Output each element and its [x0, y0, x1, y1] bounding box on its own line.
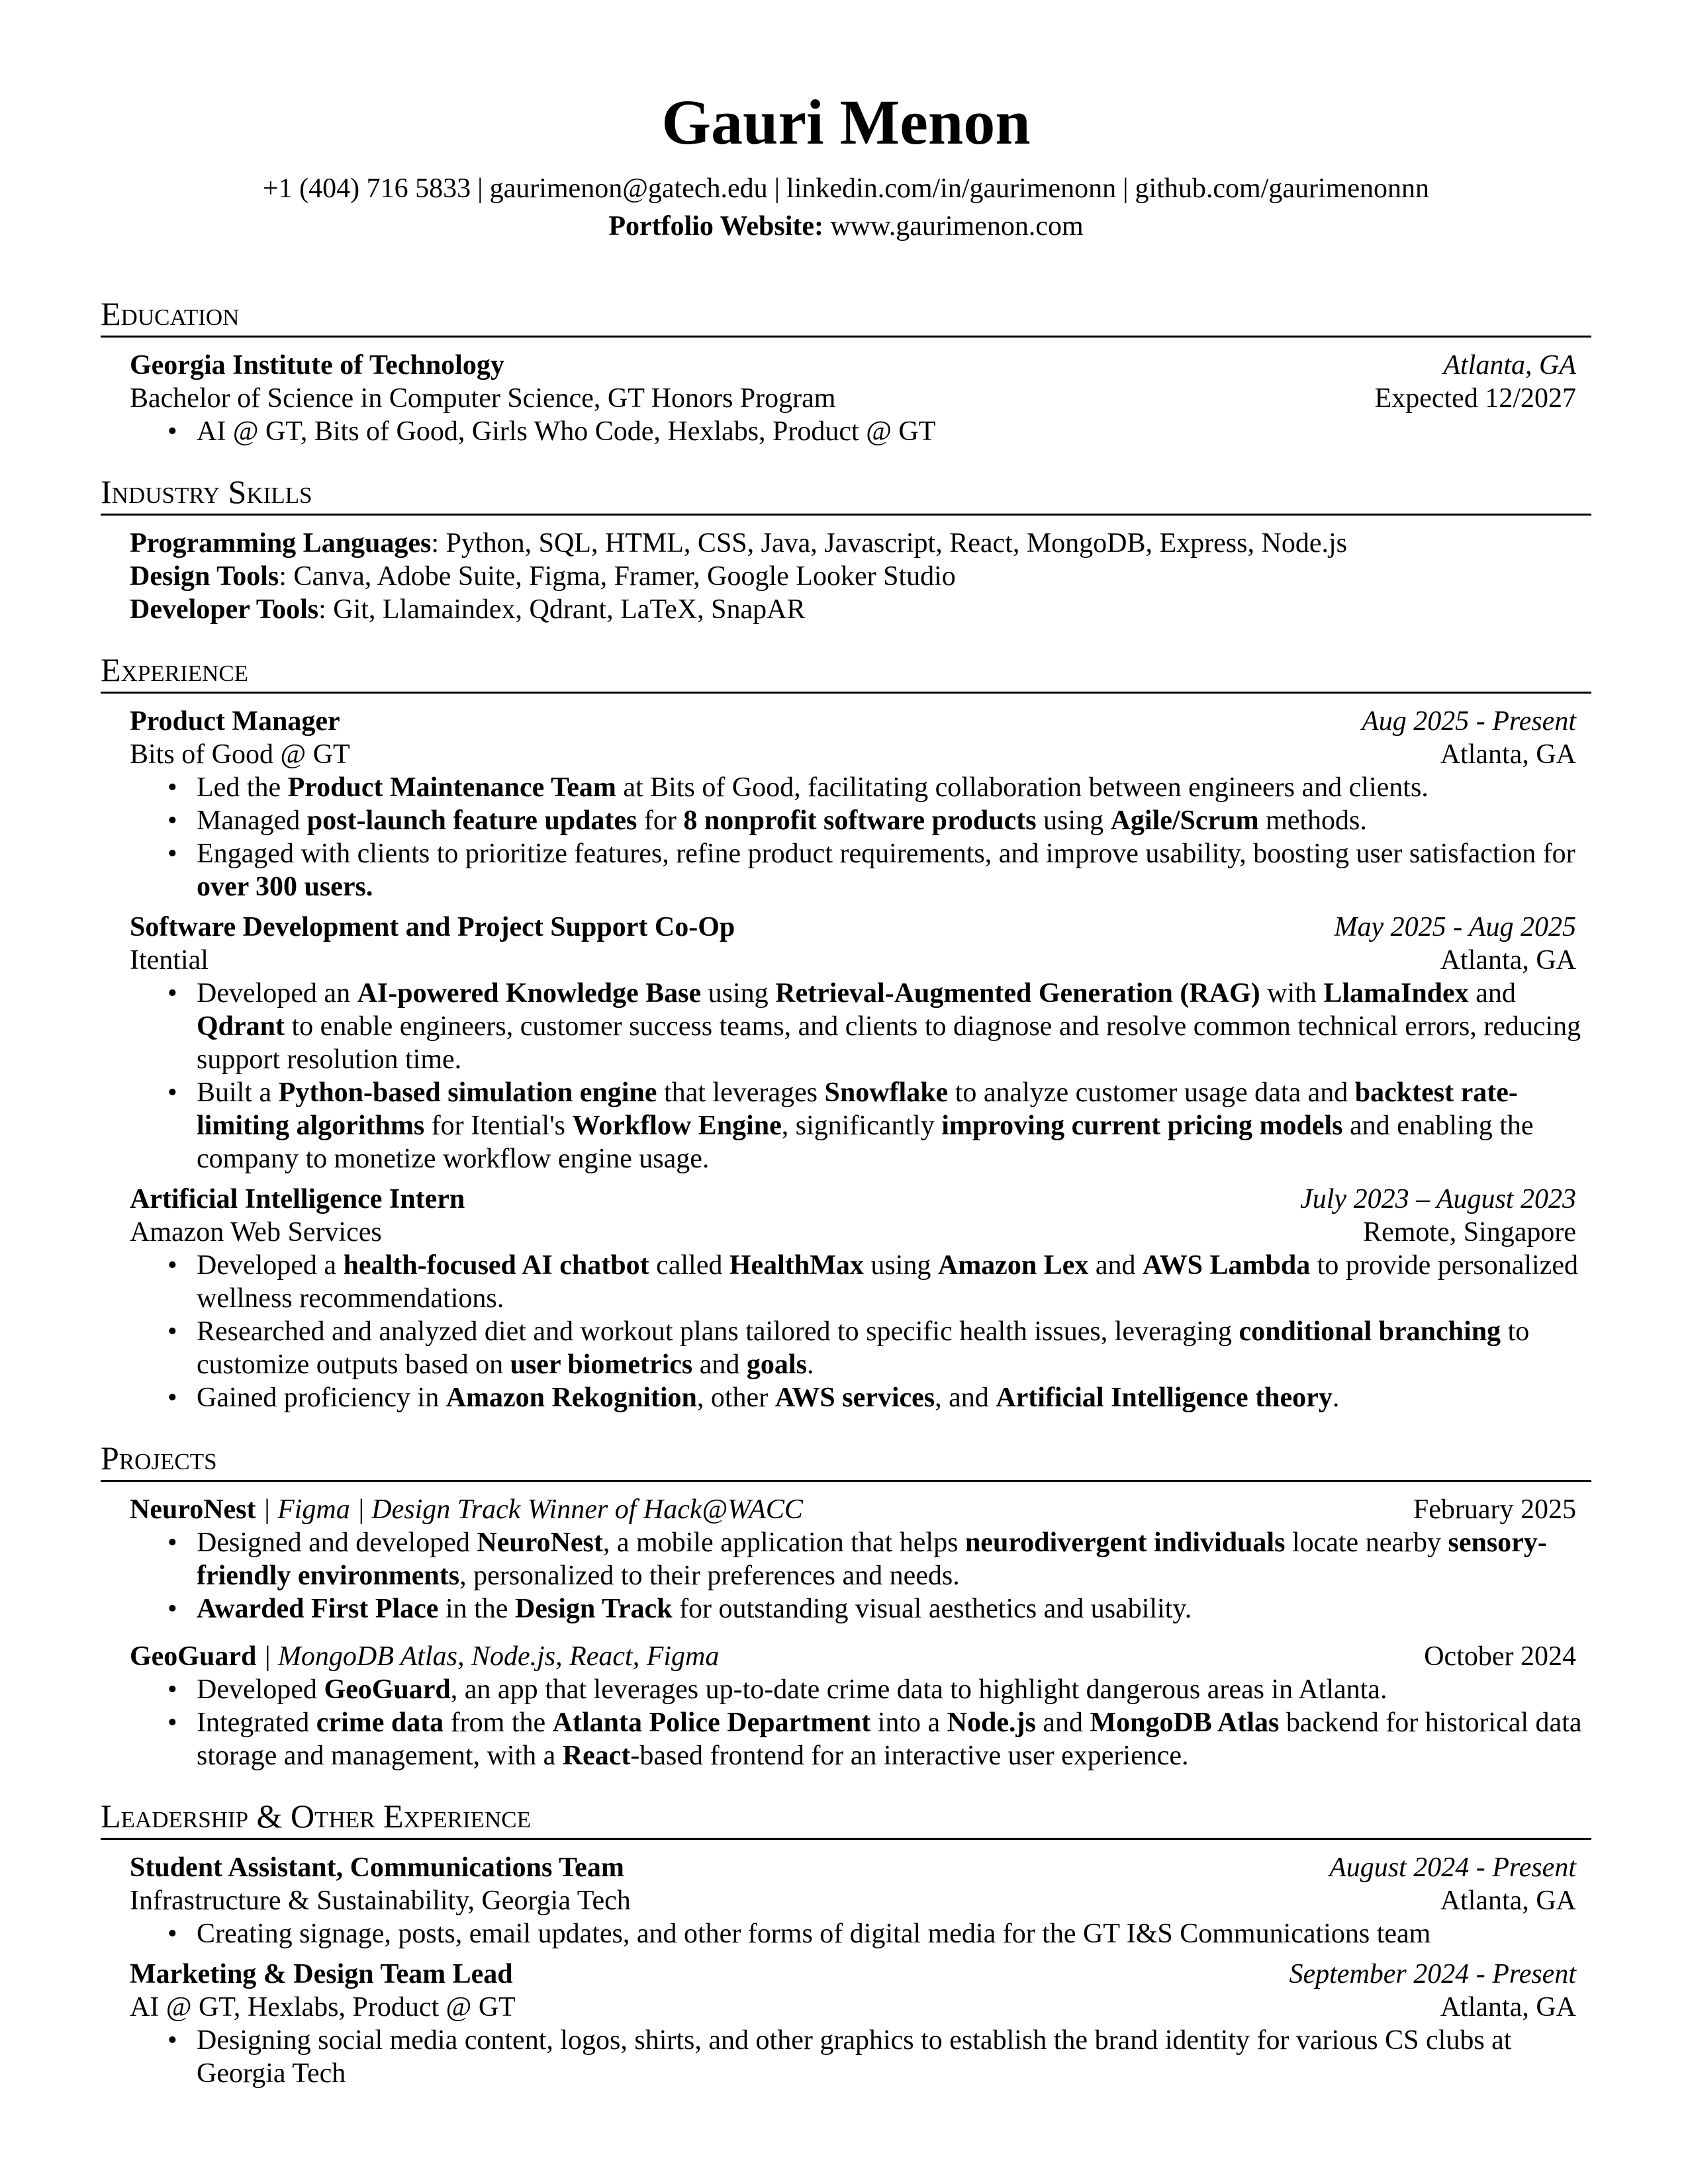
bullet-text: methods. — [1258, 805, 1367, 836]
role-dates: Aug 2025 - Present — [1362, 706, 1576, 737]
bullet-highlight: NeuroNest — [477, 1527, 603, 1558]
entry-subheader-row — [130, 1216, 1576, 1249]
role-dates: August 2024 - Present — [1329, 1852, 1576, 1883]
project-entry — [130, 1493, 1576, 1625]
bullet-text: . — [806, 1349, 814, 1380]
bullet-text: Led the — [197, 772, 288, 803]
role-dates: September 2024 - Present — [1289, 1959, 1576, 1989]
bullet-text: that leverages — [657, 1077, 825, 1108]
resume-page — [101, 0, 1591, 2090]
skills-value: : Git, Llamaindex, Qdrant, LaTeX, SnapAR — [318, 594, 806, 625]
entry-header-row — [130, 1958, 1576, 1991]
bullet-item — [197, 804, 1591, 837]
entry-header-row — [130, 1851, 1576, 1884]
bullet-text: for outstanding visual aesthetics and usability. — [672, 1594, 1192, 1624]
bullet-text: Integrated — [197, 1707, 316, 1738]
bullet-highlight: Amazon Rekognition — [445, 1383, 697, 1413]
role-title: Student Assistant, Communications Team — [130, 1852, 624, 1883]
bullet-text: and — [1468, 978, 1516, 1009]
bullet-item — [197, 1526, 1591, 1592]
role-title: Software Development and Project Support Co-Op — [130, 912, 735, 942]
bullet-text: and — [1088, 1250, 1143, 1281]
project-header-row — [130, 1640, 1576, 1673]
location: Remote, Singapore — [1363, 1217, 1576, 1248]
bullet-list — [130, 415, 1576, 448]
separator: | — [477, 173, 483, 204]
bullet-item — [197, 977, 1591, 1076]
project-date: October 2024 — [1424, 1641, 1576, 1672]
bullet-text: -based frontend for an interactive user experience. — [630, 1741, 1189, 1771]
bullet-highlight: backtest rate-limiting algorithms — [197, 1077, 1518, 1141]
section-heading: Experience — [101, 653, 1591, 694]
bullet-text: . — [1332, 1383, 1340, 1413]
bullet-text: at Bits of Good, facilitating collaboration between engineers and clients. — [616, 772, 1429, 803]
bullet-highlight: Agile/Scrum — [1110, 805, 1259, 836]
entry-subheader-row — [130, 738, 1576, 771]
bullet-highlight: AI-powered Knowledge Base — [357, 978, 702, 1009]
projects-section — [101, 1441, 1591, 1772]
linkedin-link[interactable]: linkedin.com/in/gaurimenonn — [786, 173, 1117, 204]
skills-value: : Python, SQL, HTML, CSS, Java, Javascript, React, MongoDB, Express, Node.js — [431, 528, 1347, 559]
bullet-highlight: Amazon Lex — [937, 1250, 1089, 1281]
bullet-item — [197, 1917, 1591, 1950]
bullet-highlight: Retrieval-Augmented Generation (RAG) — [775, 978, 1260, 1009]
project-entry — [130, 1640, 1582, 1772]
organization: Bits of Good @ GT — [130, 739, 350, 770]
skills-label: Programming Languages — [130, 528, 432, 559]
bullet-list — [130, 1526, 1576, 1625]
role-dates: July 2023 – August 2023 — [1300, 1184, 1576, 1214]
bullet-text: , an app that leverages up-to-date crime data to highlight dangerous areas in Atlanta. — [450, 1674, 1387, 1705]
bullet-text: for — [637, 805, 684, 836]
location: Atlanta, GA — [1440, 1886, 1576, 1916]
bullet-highlight: Artificial Intelligence theory — [996, 1383, 1333, 1413]
bullet-highlight: sensory-friendly environments — [197, 1527, 1547, 1591]
bullet-highlight: Qdrant — [197, 1011, 285, 1042]
experience-entry — [130, 1183, 1576, 1414]
bullet-item — [197, 1381, 1591, 1414]
bullet-list — [130, 1249, 1576, 1414]
skills-label: Design Tools — [130, 561, 279, 592]
education-entry — [130, 349, 1576, 448]
project-date: February 2025 — [1413, 1494, 1576, 1525]
bullet-text: to analyze customer usage data and — [948, 1077, 1355, 1108]
bullet-text: , significantly — [781, 1111, 942, 1141]
phone: +1 (404) 716 5833 — [263, 173, 471, 204]
bullet-highlight: goals — [746, 1349, 807, 1380]
bullet-highlight: LlamaIndex — [1323, 978, 1469, 1009]
section-heading: Leadership & Other Experience — [101, 1799, 1591, 1840]
bullet-text: Researched and analyzed diet and workout plans tailored to specific health issues, leveraging — [197, 1316, 1239, 1347]
candidate-name: Gauri Menon — [661, 87, 1031, 158]
entry-subheader-row — [130, 1991, 1576, 2024]
bullet-text: and enabling the company to monetize workflow engine usage. — [197, 1111, 1534, 1174]
experience-entry — [130, 1851, 1576, 1950]
bullet-text: Developed a — [197, 1250, 344, 1281]
bullet-text: called — [649, 1250, 729, 1281]
bullet-highlight: conditional branching — [1239, 1316, 1501, 1347]
entry-header-row — [130, 705, 1576, 738]
skills-row — [130, 560, 1576, 593]
bullet-text: in the — [438, 1594, 515, 1624]
project-name: NeuroNest — [130, 1494, 256, 1525]
bullet-text: backend for historical data storage and management, with a — [197, 1707, 1582, 1771]
bullet-highlight: AWS Lambda — [1143, 1250, 1311, 1281]
bullet-text: locate nearby — [1285, 1527, 1448, 1558]
role-title: Artificial Intelligence Intern — [130, 1184, 465, 1214]
experience-entry — [130, 1958, 1576, 2090]
bullet-text: from the — [444, 1707, 553, 1738]
project-tags: | MongoDB Atlas, Node.js, React, Figma — [256, 1641, 720, 1672]
project-header-row — [130, 1493, 1576, 1526]
bullet-text: Developed — [197, 1674, 324, 1705]
bullet-list — [130, 2024, 1576, 2090]
bullet-highlight: HealthMax — [729, 1250, 864, 1281]
skills-value: : Canva, Adobe Suite, Figma, Framer, Google Looker Studio — [279, 561, 956, 592]
bullet-text: and — [1035, 1707, 1090, 1738]
bullet-highlight: crime data — [316, 1707, 444, 1738]
section-heading: Industry Skills — [101, 475, 1591, 516]
bullet-text: Engaged with clients to prioritize features, refine product requirements, and improve usability, boosting user satisfaction for — [197, 839, 1575, 869]
entry-header-row — [130, 1183, 1576, 1216]
bullet-highlight: post-launch feature updates — [306, 805, 637, 836]
bullet-item — [197, 1592, 1591, 1625]
location: Atlanta, GA — [1440, 945, 1576, 976]
bullet-item — [197, 415, 1591, 448]
project-tags: | Figma | Design Track Winner of Hack@WACC — [256, 1494, 803, 1525]
bullet-text: to provide personalized wellness recommendations. — [197, 1250, 1578, 1314]
contact-line — [101, 170, 1591, 208]
bullet-text: , other — [696, 1383, 775, 1413]
experience-entry — [130, 911, 1581, 1175]
bullet-text: for Itential's — [424, 1111, 573, 1141]
bullet-text: using — [863, 1250, 938, 1281]
bullet-item — [197, 1673, 1591, 1706]
separator: | — [1123, 173, 1129, 204]
bullet-highlight: improving current pricing models — [941, 1111, 1343, 1141]
bullet-highlight: Atlanta Police Department — [552, 1707, 871, 1738]
role-dates: May 2025 - Aug 2025 — [1334, 912, 1576, 942]
bullet-highlight: Snowflake — [824, 1077, 949, 1108]
portfolio-line — [101, 208, 1591, 246]
portfolio-label: Portfolio Website: — [608, 211, 823, 242]
entry-subheader-row — [130, 944, 1576, 977]
bullet-highlight: GeoGuard — [324, 1674, 451, 1705]
section-heading: Projects — [101, 1441, 1591, 1482]
bullet-highlight: Node.js — [947, 1707, 1036, 1738]
bullet-item — [197, 771, 1591, 804]
entry-subheader-row — [130, 1884, 1576, 1917]
organization: AI @ GT, Hexlabs, Product @ GT — [130, 1992, 516, 2023]
bullet-highlight: Product Maintenance Team — [287, 772, 616, 803]
bullet-text: Gained proficiency in — [197, 1383, 446, 1413]
bullet-item — [197, 1076, 1591, 1175]
bullet-list — [130, 1673, 1582, 1772]
degree: Bachelor of Science in Computer Science, GT Honors Program — [130, 383, 836, 414]
bullet-text: Creating signage, posts, email updates, and other forms of digital media for the GT I&S Communications team — [197, 1919, 1431, 1949]
bullet-text: AI @ GT, Bits of Good, Girls Who Code, Hexlabs, Product @ GT — [197, 416, 936, 447]
bullet-highlight: Python-based simulation engine — [278, 1077, 657, 1108]
school-location: Atlanta, GA — [1443, 350, 1576, 381]
bullet-text: , personalized to their preferences and needs. — [459, 1561, 960, 1591]
bullet-highlight: health-focused AI chatbot — [343, 1250, 649, 1281]
email-link[interactable]: gaurimenon@gatech.edu — [489, 173, 768, 204]
project-name: GeoGuard — [130, 1641, 257, 1672]
school-name: Georgia Institute of Technology — [130, 350, 504, 381]
skills-row — [130, 593, 1576, 626]
skills-label: Developer Tools — [130, 594, 319, 625]
bullet-text: Managed — [197, 805, 307, 836]
bullet-text: Developed an — [197, 978, 357, 1009]
location: Atlanta, GA — [1440, 1992, 1576, 2023]
bullet-text: , a mobile application that helps — [602, 1527, 965, 1558]
github-link[interactable]: github.com/gaurimenonnn — [1135, 173, 1429, 204]
bullet-item — [197, 1706, 1591, 1772]
organization: Itential — [130, 945, 209, 976]
bullet-item — [197, 837, 1591, 903]
education-section — [101, 297, 1591, 448]
bullet-text: Designed and developed — [197, 1527, 477, 1558]
project-title — [130, 1640, 719, 1673]
project-title — [130, 1493, 803, 1526]
bullet-highlight: React — [562, 1741, 631, 1771]
portfolio-link[interactable]: www.gaurimenon.com — [830, 211, 1084, 242]
bullet-text: to customize outputs based on — [197, 1316, 1530, 1380]
bullet-text: using — [701, 978, 776, 1009]
experience-section — [101, 653, 1591, 1414]
bullet-list — [130, 1917, 1576, 1950]
bullet-item — [197, 1249, 1591, 1315]
bullet-item — [197, 2024, 1591, 2090]
bullet-text: into a — [870, 1707, 947, 1738]
bullet-text: using — [1036, 805, 1111, 836]
bullet-list — [130, 977, 1581, 1175]
entry-header-row — [130, 911, 1576, 944]
leadership-section — [101, 1799, 1591, 2090]
bullet-highlight: AWS services — [774, 1383, 935, 1413]
role-title: Marketing & Design Team Lead — [130, 1959, 513, 1989]
organization: Infrastructure & Sustainability, Georgia Tech — [130, 1886, 631, 1916]
bullet-item — [197, 1315, 1591, 1381]
bullet-highlight: over 300 users. — [197, 872, 373, 902]
bullet-highlight: Awarded First Place — [197, 1594, 439, 1624]
bullet-text: Designing social media content, logos, shirts, and other graphics to establish the brand identity for various CS clubs at Georgia Tech — [197, 2025, 1512, 2089]
graduation-date: Expected 12/2027 — [1374, 383, 1576, 414]
bullet-highlight: Design Track — [514, 1594, 673, 1624]
experience-entry — [130, 705, 1576, 903]
bullet-text: and — [692, 1349, 747, 1380]
separator: | — [774, 173, 780, 204]
skills-row — [130, 527, 1576, 560]
bullet-highlight: Workflow Engine — [572, 1111, 782, 1141]
bullet-text: , and — [935, 1383, 996, 1413]
location: Atlanta, GA — [1440, 739, 1576, 770]
bullet-highlight: MongoDB Atlas — [1090, 1707, 1280, 1738]
bullet-text: Built a — [197, 1077, 279, 1108]
organization: Amazon Web Services — [130, 1217, 382, 1248]
bullet-highlight: neurodivergent individuals — [964, 1527, 1286, 1558]
bullet-list — [130, 771, 1576, 903]
bullet-highlight: 8 nonprofit software products — [683, 805, 1037, 836]
skills-section — [101, 475, 1591, 626]
bullet-text: with — [1260, 978, 1324, 1009]
bullet-text: to enable engineers, customer success teams, and clients to diagnose and resolve common technical errors, reducing support resolution time. — [197, 1011, 1581, 1075]
section-heading: Education — [101, 297, 1591, 338]
bullet-highlight: user biometrics — [510, 1349, 693, 1380]
role-title: Product Manager — [130, 706, 340, 737]
